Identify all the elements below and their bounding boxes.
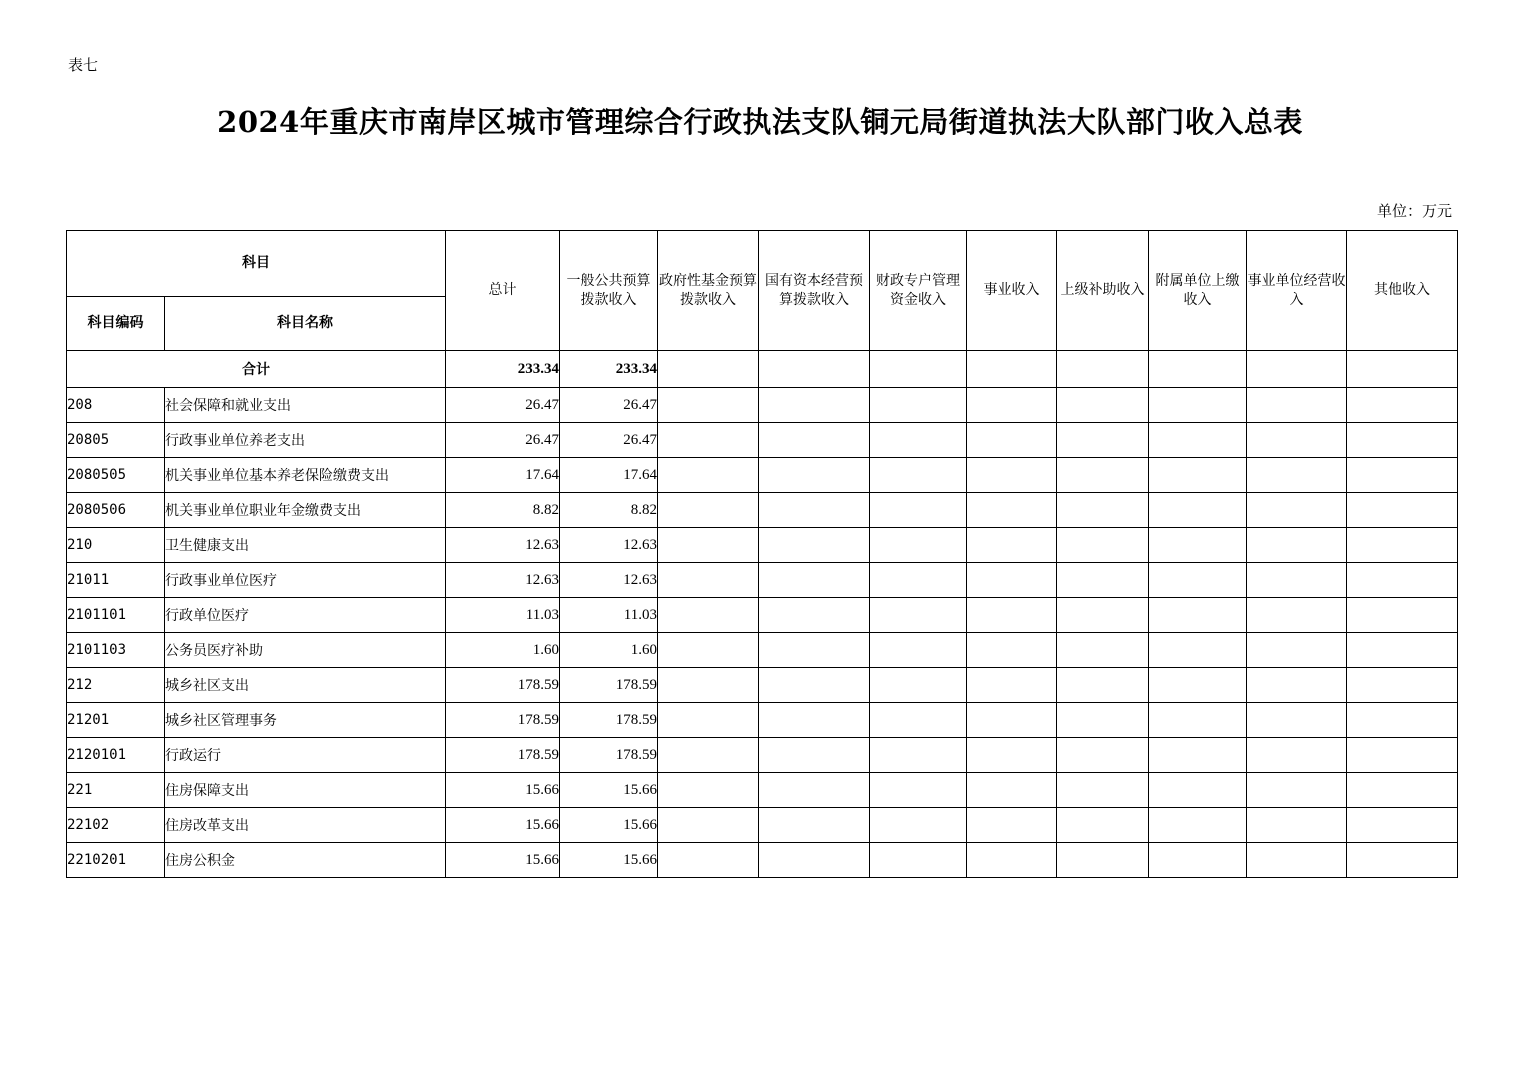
- empty-cell: [967, 773, 1057, 808]
- empty-cell: [1057, 668, 1149, 703]
- empty-cell: [1347, 458, 1458, 493]
- empty-cell: [759, 458, 870, 493]
- general-budget-cell: 178.59: [560, 668, 658, 703]
- empty-cell: [1247, 423, 1347, 458]
- empty-cell: [870, 423, 967, 458]
- empty-cell: [1057, 388, 1149, 423]
- total-cell: 178.59: [446, 668, 560, 703]
- empty-cell: [1057, 703, 1149, 738]
- empty-cell: [1347, 563, 1458, 598]
- empty-cell: [870, 808, 967, 843]
- general-budget-cell: 12.63: [560, 528, 658, 563]
- table-row: [67, 808, 1458, 843]
- empty-cell: [967, 458, 1057, 493]
- total-cell: 178.59: [446, 703, 560, 738]
- subject-name-cell: 行政事业单位养老支出: [165, 423, 446, 458]
- header-business-income: 事业收入: [967, 231, 1057, 351]
- empty-cell: [1247, 563, 1347, 598]
- empty-cell: [1057, 843, 1149, 878]
- empty-cell: [759, 351, 870, 388]
- subject-code-cell: 2120101: [67, 738, 165, 773]
- empty-cell: [759, 668, 870, 703]
- empty-cell: [967, 633, 1057, 668]
- subject-name-cell: 卫生健康支出: [165, 528, 446, 563]
- empty-cell: [759, 563, 870, 598]
- empty-cell: [1149, 703, 1247, 738]
- empty-cell: [967, 668, 1057, 703]
- empty-cell: [1057, 598, 1149, 633]
- subject-code-cell: 2101101: [67, 598, 165, 633]
- empty-cell: [1247, 843, 1347, 878]
- empty-cell: [1247, 808, 1347, 843]
- empty-cell: [1149, 738, 1247, 773]
- empty-cell: [658, 773, 759, 808]
- table-row: [67, 528, 1458, 563]
- empty-cell: [1347, 808, 1458, 843]
- empty-cell: [870, 598, 967, 633]
- total-total-cell: 233.34: [446, 351, 560, 388]
- empty-cell: [658, 808, 759, 843]
- header-subject-code: 科目编码: [67, 297, 165, 351]
- empty-cell: [1247, 493, 1347, 528]
- empty-cell: [1057, 493, 1149, 528]
- header-other-income: 其他收入: [1347, 231, 1458, 351]
- empty-cell: [759, 738, 870, 773]
- subject-name-cell: 行政事业单位医疗: [165, 563, 446, 598]
- table-row: [67, 458, 1458, 493]
- subject-code-cell: 208: [67, 388, 165, 423]
- subject-name-cell: 行政单位医疗: [165, 598, 446, 633]
- total-cell: 17.64: [446, 458, 560, 493]
- total-cell: 178.59: [446, 738, 560, 773]
- subject-code-cell: 2210201: [67, 843, 165, 878]
- empty-cell: [1347, 703, 1458, 738]
- header-general-budget: 一般公共预算拨款收入: [560, 231, 658, 351]
- empty-cell: [1347, 738, 1458, 773]
- general-budget-cell: 26.47: [560, 388, 658, 423]
- empty-cell: [1149, 598, 1247, 633]
- empty-cell: [1247, 528, 1347, 563]
- empty-cell: [658, 528, 759, 563]
- table-row: [67, 563, 1458, 598]
- header-superior-subsidy: 上级补助收入: [1057, 231, 1149, 351]
- total-cell: 26.47: [446, 423, 560, 458]
- empty-cell: [1347, 633, 1458, 668]
- empty-cell: [967, 738, 1057, 773]
- empty-cell: [1347, 423, 1458, 458]
- empty-cell: [1057, 773, 1149, 808]
- empty-cell: [658, 703, 759, 738]
- empty-cell: [658, 563, 759, 598]
- total-label: 合计: [67, 351, 446, 388]
- empty-cell: [967, 388, 1057, 423]
- empty-cell: [870, 843, 967, 878]
- empty-cell: [870, 633, 967, 668]
- empty-cell: [1057, 808, 1149, 843]
- general-budget-cell: 17.64: [560, 458, 658, 493]
- empty-cell: [1347, 493, 1458, 528]
- empty-cell: [759, 528, 870, 563]
- header-state-capital: 国有资本经营预算拨款收入: [759, 231, 870, 351]
- empty-cell: [1149, 493, 1247, 528]
- general-budget-cell: 12.63: [560, 563, 658, 598]
- unit-label: 单位：万元: [1376, 202, 1452, 220]
- subject-code-cell: 22102: [67, 808, 165, 843]
- empty-cell: [1347, 528, 1458, 563]
- empty-cell: [658, 458, 759, 493]
- empty-cell: [1347, 773, 1458, 808]
- empty-cell: [1149, 633, 1247, 668]
- header-total: 总计: [446, 231, 560, 351]
- subject-code-cell: 21011: [67, 563, 165, 598]
- empty-cell: [1149, 668, 1247, 703]
- table-row: [67, 598, 1458, 633]
- total-general-budget-cell: 233.34: [560, 351, 658, 388]
- empty-cell: [1149, 563, 1247, 598]
- empty-cell: [658, 738, 759, 773]
- empty-cell: [1247, 703, 1347, 738]
- empty-cell: [759, 843, 870, 878]
- empty-cell: [658, 598, 759, 633]
- empty-cell: [870, 738, 967, 773]
- header-gov-fund: 政府性基金预算拨款收入: [658, 231, 759, 351]
- table-row: [67, 738, 1458, 773]
- table-row: [67, 843, 1458, 878]
- subject-code-cell: 2080506: [67, 493, 165, 528]
- empty-cell: [870, 458, 967, 493]
- header-subject: 科目: [67, 231, 446, 297]
- empty-cell: [759, 423, 870, 458]
- empty-cell: [967, 351, 1057, 388]
- empty-cell: [870, 351, 967, 388]
- total-row: [67, 351, 1458, 388]
- empty-cell: [1347, 843, 1458, 878]
- empty-cell: [1247, 668, 1347, 703]
- empty-cell: [1247, 598, 1347, 633]
- empty-cell: [1247, 633, 1347, 668]
- general-budget-cell: 15.66: [560, 843, 658, 878]
- general-budget-cell: 15.66: [560, 808, 658, 843]
- general-budget-cell: 15.66: [560, 773, 658, 808]
- table-row: [67, 668, 1458, 703]
- subject-name-cell: 机关事业单位基本养老保险缴费支出: [165, 458, 446, 493]
- subject-code-cell: 2080505: [67, 458, 165, 493]
- empty-cell: [1247, 388, 1347, 423]
- empty-cell: [870, 388, 967, 423]
- page-title: 2024年重庆市南岸区城市管理综合行政执法支队铜元局街道执法大队部门收入总表: [217, 105, 1303, 139]
- header-business-operating: 事业单位经营收入: [1247, 231, 1347, 351]
- empty-cell: [870, 528, 967, 563]
- table-number: 表七: [68, 56, 99, 74]
- subject-name-cell: 城乡社区管理事务: [165, 703, 446, 738]
- subject-name-cell: 住房改革支出: [165, 808, 446, 843]
- subject-name-cell: 城乡社区支出: [165, 668, 446, 703]
- empty-cell: [1247, 351, 1347, 388]
- header-affiliated-payment: 附属单位上缴收入: [1149, 231, 1247, 351]
- empty-cell: [658, 633, 759, 668]
- total-cell: 8.82: [446, 493, 560, 528]
- total-cell: 15.66: [446, 773, 560, 808]
- header-subject-name: 科目名称: [165, 297, 446, 351]
- empty-cell: [759, 388, 870, 423]
- empty-cell: [1149, 808, 1247, 843]
- empty-cell: [1149, 528, 1247, 563]
- empty-cell: [870, 773, 967, 808]
- empty-cell: [1149, 351, 1247, 388]
- subject-name-cell: 住房保障支出: [165, 773, 446, 808]
- empty-cell: [759, 703, 870, 738]
- total-cell: 12.63: [446, 528, 560, 563]
- total-cell: 1.60: [446, 633, 560, 668]
- empty-cell: [1247, 458, 1347, 493]
- empty-cell: [1149, 458, 1247, 493]
- empty-cell: [1057, 458, 1149, 493]
- empty-cell: [759, 633, 870, 668]
- total-cell: 12.63: [446, 563, 560, 598]
- subject-code-cell: 20805: [67, 423, 165, 458]
- subject-code-cell: 21201: [67, 703, 165, 738]
- table-row: [67, 633, 1458, 668]
- total-cell: 11.03: [446, 598, 560, 633]
- empty-cell: [1057, 633, 1149, 668]
- subject-name-cell: 机关事业单位职业年金缴费支出: [165, 493, 446, 528]
- empty-cell: [759, 773, 870, 808]
- total-cell: 15.66: [446, 808, 560, 843]
- empty-cell: [967, 563, 1057, 598]
- empty-cell: [658, 388, 759, 423]
- empty-cell: [658, 423, 759, 458]
- header-fiscal-special: 财政专户管理资金收入: [870, 231, 967, 351]
- total-cell: 26.47: [446, 388, 560, 423]
- empty-cell: [759, 598, 870, 633]
- empty-cell: [759, 493, 870, 528]
- empty-cell: [658, 843, 759, 878]
- empty-cell: [759, 808, 870, 843]
- empty-cell: [1347, 388, 1458, 423]
- general-budget-cell: 26.47: [560, 423, 658, 458]
- empty-cell: [1149, 388, 1247, 423]
- empty-cell: [1149, 843, 1247, 878]
- empty-cell: [967, 843, 1057, 878]
- subject-name-cell: 公务员医疗补助: [165, 633, 446, 668]
- empty-cell: [967, 423, 1057, 458]
- empty-cell: [967, 808, 1057, 843]
- subject-code-cell: 221: [67, 773, 165, 808]
- empty-cell: [1057, 423, 1149, 458]
- table-row: [67, 388, 1458, 423]
- empty-cell: [1247, 738, 1347, 773]
- empty-cell: [658, 351, 759, 388]
- subject-name-cell: 社会保障和就业支出: [165, 388, 446, 423]
- subject-name-cell: 行政运行: [165, 738, 446, 773]
- general-budget-cell: 178.59: [560, 703, 658, 738]
- empty-cell: [870, 493, 967, 528]
- general-budget-cell: 8.82: [560, 493, 658, 528]
- general-budget-cell: 11.03: [560, 598, 658, 633]
- general-budget-cell: 178.59: [560, 738, 658, 773]
- empty-cell: [1347, 668, 1458, 703]
- empty-cell: [967, 528, 1057, 563]
- empty-cell: [658, 668, 759, 703]
- empty-cell: [1057, 351, 1149, 388]
- empty-cell: [870, 563, 967, 598]
- subject-code-cell: 2101103: [67, 633, 165, 668]
- subject-code-cell: 210: [67, 528, 165, 563]
- empty-cell: [1057, 563, 1149, 598]
- table-row: [67, 493, 1458, 528]
- table-row: [67, 703, 1458, 738]
- empty-cell: [967, 598, 1057, 633]
- table-row: [67, 773, 1458, 808]
- empty-cell: [967, 703, 1057, 738]
- total-cell: 15.66: [446, 843, 560, 878]
- table-row: [67, 423, 1458, 458]
- empty-cell: [967, 493, 1057, 528]
- empty-cell: [1247, 773, 1347, 808]
- empty-cell: [870, 703, 967, 738]
- subject-code-cell: 212: [67, 668, 165, 703]
- empty-cell: [1347, 598, 1458, 633]
- empty-cell: [870, 668, 967, 703]
- empty-cell: [658, 493, 759, 528]
- general-budget-cell: 1.60: [560, 633, 658, 668]
- empty-cell: [1149, 773, 1247, 808]
- empty-cell: [1347, 351, 1458, 388]
- empty-cell: [1057, 738, 1149, 773]
- subject-name-cell: 住房公积金: [165, 843, 446, 878]
- income-table: [66, 230, 1458, 878]
- empty-cell: [1149, 423, 1247, 458]
- empty-cell: [1057, 528, 1149, 563]
